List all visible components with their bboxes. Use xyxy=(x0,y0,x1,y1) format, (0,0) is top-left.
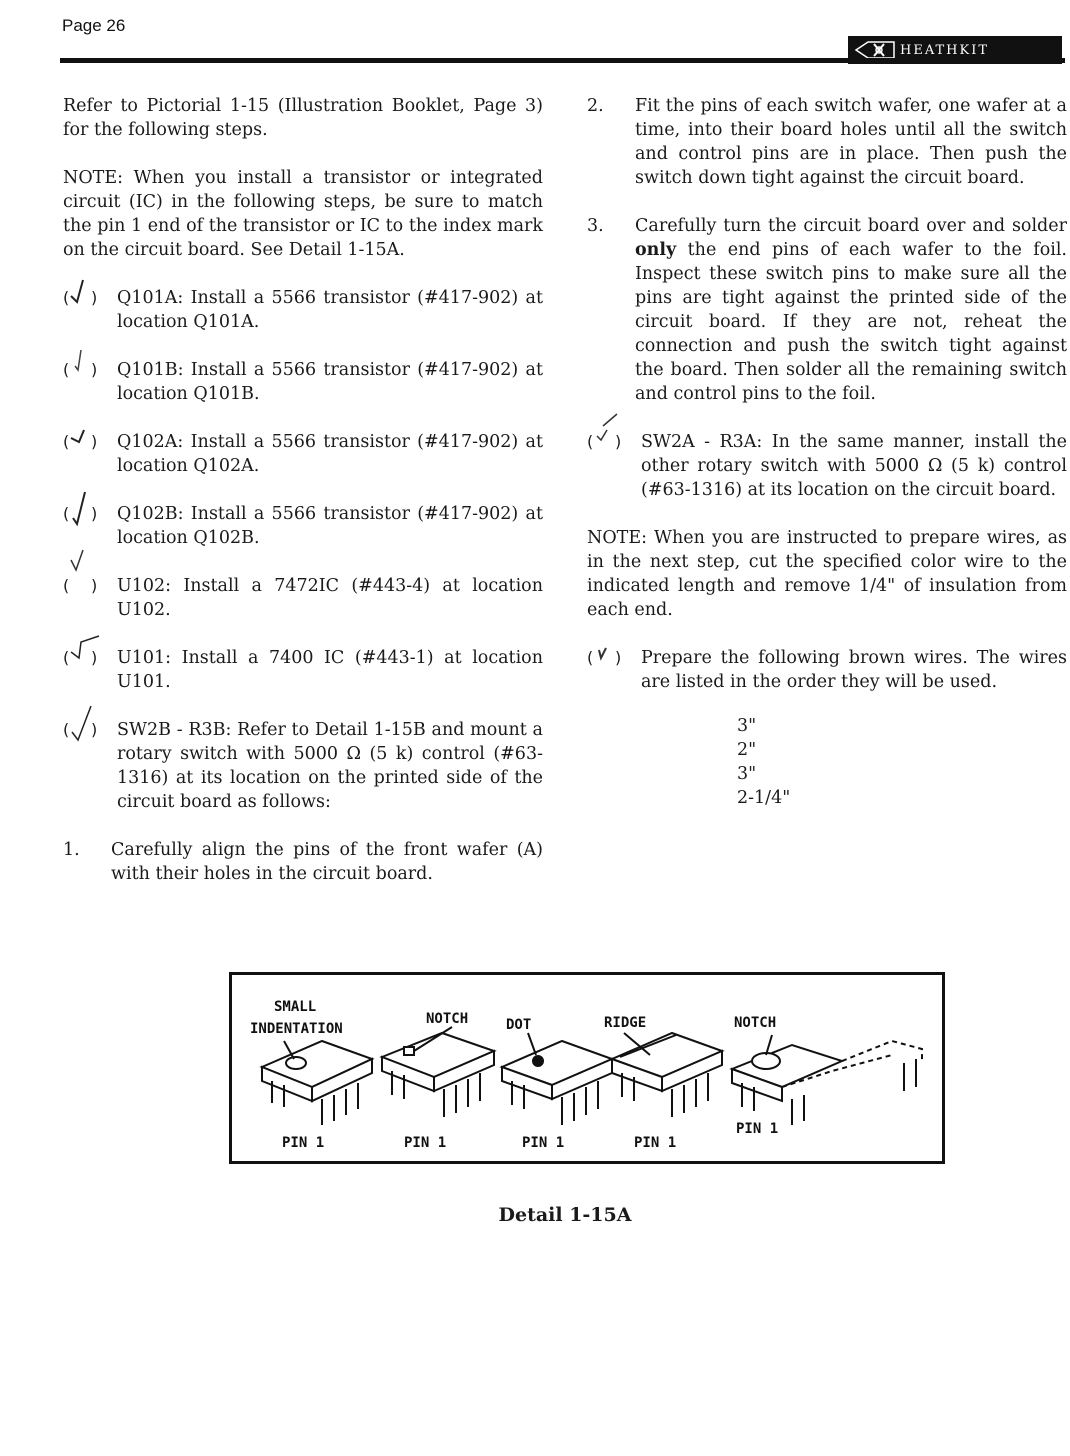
step-u102: ( ) U102: Install a 7472IC (#443-4) at location U102. xyxy=(63,574,543,622)
numbered-step-2: 2. Fit the pins of each switch wafer, one wafer at a time, into their board holes until all the switch and control pins are in place. Then push the switch down tight against the circuit board. xyxy=(587,96,1067,188)
checkmark-icon xyxy=(591,420,631,450)
step-q102a: ( ) Q102A: Install a 5566 transistor (#417-902) at location Q102A. xyxy=(63,430,543,478)
step-u101: ( ) U101: Install a 7400 IC (#443-1) at location U101. xyxy=(63,646,543,694)
wire-length: 2" xyxy=(737,740,757,760)
step-sw2a: ( ) SW2A - R3A: In the same manner, install the other rotary switch with 5000 Ω (5 k) control (#63-1316) at its location on the circuit board. xyxy=(587,430,1067,502)
note-paragraph: NOTE: When you install a transistor or integrated circuit (IC) in the following steps, be sure to match the pin 1 end of the transistor or IC to the index mark on the circuit board. See Detail 1-15A. xyxy=(63,168,543,260)
checkbox[interactable]: ( ) xyxy=(63,430,111,454)
numbered-step-1: 1. Carefully align the pins of the front wafer (A) with their holes in the circuit board. xyxy=(63,840,543,884)
pin1-label: PIN 1 xyxy=(522,1135,565,1151)
wire-length: 3" xyxy=(737,764,757,784)
checkbox[interactable]: ( ) xyxy=(63,286,111,310)
checkbox[interactable]: ( ) xyxy=(587,430,635,454)
checkmark-icon xyxy=(67,276,93,306)
checkmark-icon xyxy=(67,564,93,594)
wire-note-paragraph: NOTE: When you are instructed to prepare wires, as in the next step, cut the specified color wire to the indicated length and remove 1/4" of insulation from each end. xyxy=(587,528,1067,620)
ic-pin1-detail-figure xyxy=(229,972,945,1164)
checkmark-icon xyxy=(67,348,93,378)
numbered-step-3: 3. Carefully turn the circuit board over and solder only the end pins of each wafer to the foil. Inspect these switch pins to make sure all the pins are tight against the printed side of the circuit board. If they are not, reheat the connection and push the switch tight against the board. Then solder all the remaining switch and control pins to the foil. xyxy=(587,216,1067,404)
step-q101b: ( ) Q101B: Install a 5566 transistor (#417-902) at location Q101B. xyxy=(63,358,543,406)
ic-package-ridge xyxy=(612,1033,722,1117)
label-ridge: RIDGE xyxy=(604,1015,647,1031)
right-column xyxy=(587,94,1067,810)
checkbox[interactable]: ( ) xyxy=(63,646,111,670)
wire-length: 2-1/4" xyxy=(737,788,791,808)
pin1-label: PIN 1 xyxy=(634,1135,677,1151)
step-prepare-wires: ( ) Prepare the following brown wires. The wires are listed in the order they will be used. xyxy=(587,646,1067,694)
left-column xyxy=(63,94,543,910)
label-dot: DOT xyxy=(506,1017,532,1033)
figure-caption: Detail 1-15A xyxy=(498,1204,632,1226)
checkbox[interactable]: ( ) xyxy=(63,718,111,742)
checkmark-icon xyxy=(67,420,93,450)
page-number: Page 26 xyxy=(62,16,126,35)
step-sw2b: ( ) SW2B - R3B: Refer to Detail 1-15B and mount a rotary switch with 5000 Ω (5 k) control (#63-1316) at its location on the printed side of the circuit board as follows: xyxy=(63,718,543,814)
label-notch: NOTCH xyxy=(426,1011,469,1027)
step-q101a: ( ) Q101A: Install a 5566 transistor (#417-902) at location Q101A. xyxy=(63,286,543,334)
ic-package-notch xyxy=(382,1027,494,1117)
checkmark-icon xyxy=(67,492,93,532)
pin1-label: PIN 1 xyxy=(736,1121,779,1137)
pin1-label: PIN 1 xyxy=(404,1135,447,1151)
brand-name: HEATHKIT xyxy=(900,42,990,58)
checkbox[interactable]: ( ) xyxy=(587,646,635,670)
ic-package-notch-dashed xyxy=(732,1035,922,1125)
step-q102b: ( ) Q102B: Install a 5566 transistor (#417-902) at location Q102B. xyxy=(63,502,543,550)
pin1-label: PIN 1 xyxy=(282,1135,325,1151)
checkbox[interactable]: ( ) xyxy=(63,358,111,382)
ic-package-dot xyxy=(502,1033,612,1125)
label-small: SMALL xyxy=(274,999,317,1015)
checkmark-icon xyxy=(591,636,617,666)
wire-list xyxy=(737,714,1067,810)
label-indentation: INDENTATION xyxy=(250,1021,343,1037)
header-rule xyxy=(60,58,1065,63)
checkbox[interactable]: ( ) xyxy=(63,574,111,598)
ic-package-indentation xyxy=(262,1041,372,1125)
checkmark-icon xyxy=(67,636,107,666)
wire-length: 3" xyxy=(737,716,757,736)
label-notch: NOTCH xyxy=(734,1015,777,1031)
intro-paragraph: Refer to Pictorial 1-15 (Illustration Booklet, Page 3) for the following steps. xyxy=(63,96,543,140)
checkbox[interactable]: ( ) xyxy=(63,502,111,526)
